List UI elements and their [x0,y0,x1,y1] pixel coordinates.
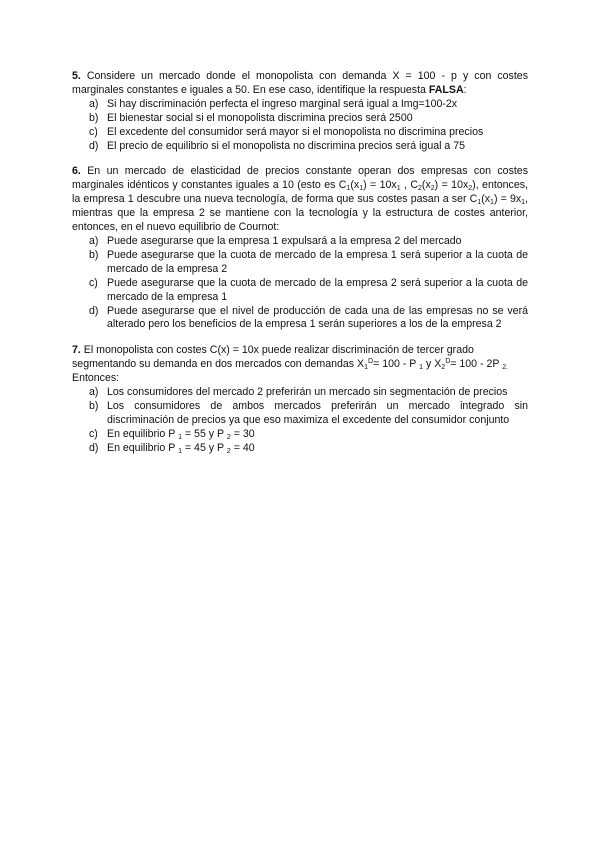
option-text: Puede asegurarse que el nivel de producción de cada una de las empresas no se verá alterado pero los beneficios de la empresa 1 serán superiores a los de la empresa 2 [107,304,528,331]
option-letter: a) [89,97,99,110]
question-7 [72,344,528,455]
question-number: 5. [72,70,81,82]
option-text: = 45 y P [181,441,227,454]
option-text: Los consumidores de ambos mercados preferirán un mercado integrado sin discriminación de precios ya que eso maximiza el excedente del consumidor conjunto [107,399,528,426]
superscript: D [445,358,451,366]
subscript: 1 [346,185,351,193]
question-number: 6. [72,165,81,178]
stem-text: y X [423,358,442,371]
option-b [72,400,528,428]
option-letter: c) [89,427,98,440]
stem-text: ) = 10x [434,179,469,192]
question-6 [72,165,528,332]
option-letter: d) [89,441,99,454]
stem-text: (x [350,179,360,192]
option-letter: d) [89,304,99,317]
option-text: Si hay discriminación perfecta el ingreso marginal será igual a Img=100-2x [107,97,458,110]
option-text: El excedente del consumidor será mayor si el monopolista no discrimina precios [107,125,484,138]
subscript: 2 [468,185,473,193]
subscript: 1 [396,185,401,193]
subscript: 2 [226,447,231,455]
option-b [72,112,528,126]
superscript: D [368,358,374,366]
stem-text: (x [481,193,491,206]
stem-text: = 100 - P [373,358,420,371]
subscript: 2 [226,433,231,441]
option-d [72,140,528,154]
option-text: Puede asegurarse que la cuota de mercado de la empresa 1 será superior a la cuota de mercado de la empresa 2 [107,248,528,275]
option-letter: c) [89,125,98,138]
stem-text: : [463,83,467,96]
question-6-options [72,235,528,332]
subscript: 2. [502,364,509,372]
stem-text: (x [421,179,431,192]
question-7-options [72,386,528,456]
stem-text: En un mercado de elasticidad de precios constante operan dos empresas con costes marginales idénticos y constantes iguales a 10 (esto es C [72,165,528,192]
exam-page [72,70,528,468]
question-5 [72,70,528,153]
subscript: 1 [490,199,494,207]
option-text: Puede asegurarse que la cuota de mercado de la empresa 2 será superior a la cuota de mercado de la empresa 1 [107,276,528,303]
option-letter: b) [89,111,99,124]
option-text: Los consumidores del mercado 2 preferirán un mercado sin segmentación de precios [107,386,508,399]
stem-text: , C [400,179,419,192]
subscript: 1 [178,433,182,441]
subscript: 1 [521,199,526,207]
option-a [72,98,528,112]
option-d [72,305,528,333]
option-letter: d) [89,139,99,152]
option-letter: c) [89,276,98,289]
subscript: 1 [419,364,424,372]
stem-emphasis: FALSA [428,83,464,96]
stem-text: = 100 - 2P [450,358,503,371]
subscript: 2 [418,185,422,193]
stem-text: ) = 9x [493,193,522,206]
subscript: 1 [178,447,182,455]
stem-text: , mientras que la empresa 2 se mantiene con la tecnología y la estructura de costes anterior, entonces, en el nuevo equilibrio de Cournot: [72,193,528,234]
stem-text: Entonces: [72,372,120,385]
option-letter: a) [89,234,99,247]
question-number: 7. [72,344,81,357]
option-text: = 40 [230,441,255,454]
option-text: El precio de equilibrio si el monopolista no discrimina precios será igual a 75 [107,139,466,152]
stem-text: ), entonces, la empresa 1 descubre una nueva tecnología, de forma que sus costes pasan a ser C [72,179,528,206]
option-c [72,428,528,442]
stem-text: ) = 10x [363,179,397,192]
option-text: Puede asegurarse que la empresa 1 expulsará a la empresa 2 del mercado [107,234,462,247]
option-letter: b) [89,248,99,261]
option-c [72,277,528,305]
option-letter: b) [89,399,99,412]
option-c [72,126,528,140]
question-6-stem [72,165,528,235]
option-a [72,235,528,249]
option-d [72,442,528,456]
option-text: En equilibrio P [107,441,179,454]
option-text: = 30 [230,427,255,440]
option-b [72,249,528,277]
option-letter: a) [89,386,99,399]
subscript: 1 [359,185,364,193]
question-5-stem [72,70,528,98]
question-7-stem [72,344,528,386]
subscript: 2 [441,364,446,372]
option-text: El bienestar social si el monopolista discrimina precios será 2500 [107,111,413,124]
stem-text: Considere un mercado donde el monopolista con demanda X = 100 - p y con costes marginales constantes e iguales a 50. En ese caso, identifique la respuesta [72,70,528,96]
option-text: = 55 y P [181,427,227,440]
option-a [72,386,528,400]
subscript: 1 [364,364,369,372]
stem-text: El monopolista con costes C(x) = 10x puede realizar discriminación de tercer grado segmentando su demanda en dos mercados con demandas X [72,344,474,371]
option-text: En equilibrio P [107,427,179,440]
subscript: 2 [430,185,435,193]
question-5-options [72,98,528,154]
subscript: 1 [477,199,482,207]
